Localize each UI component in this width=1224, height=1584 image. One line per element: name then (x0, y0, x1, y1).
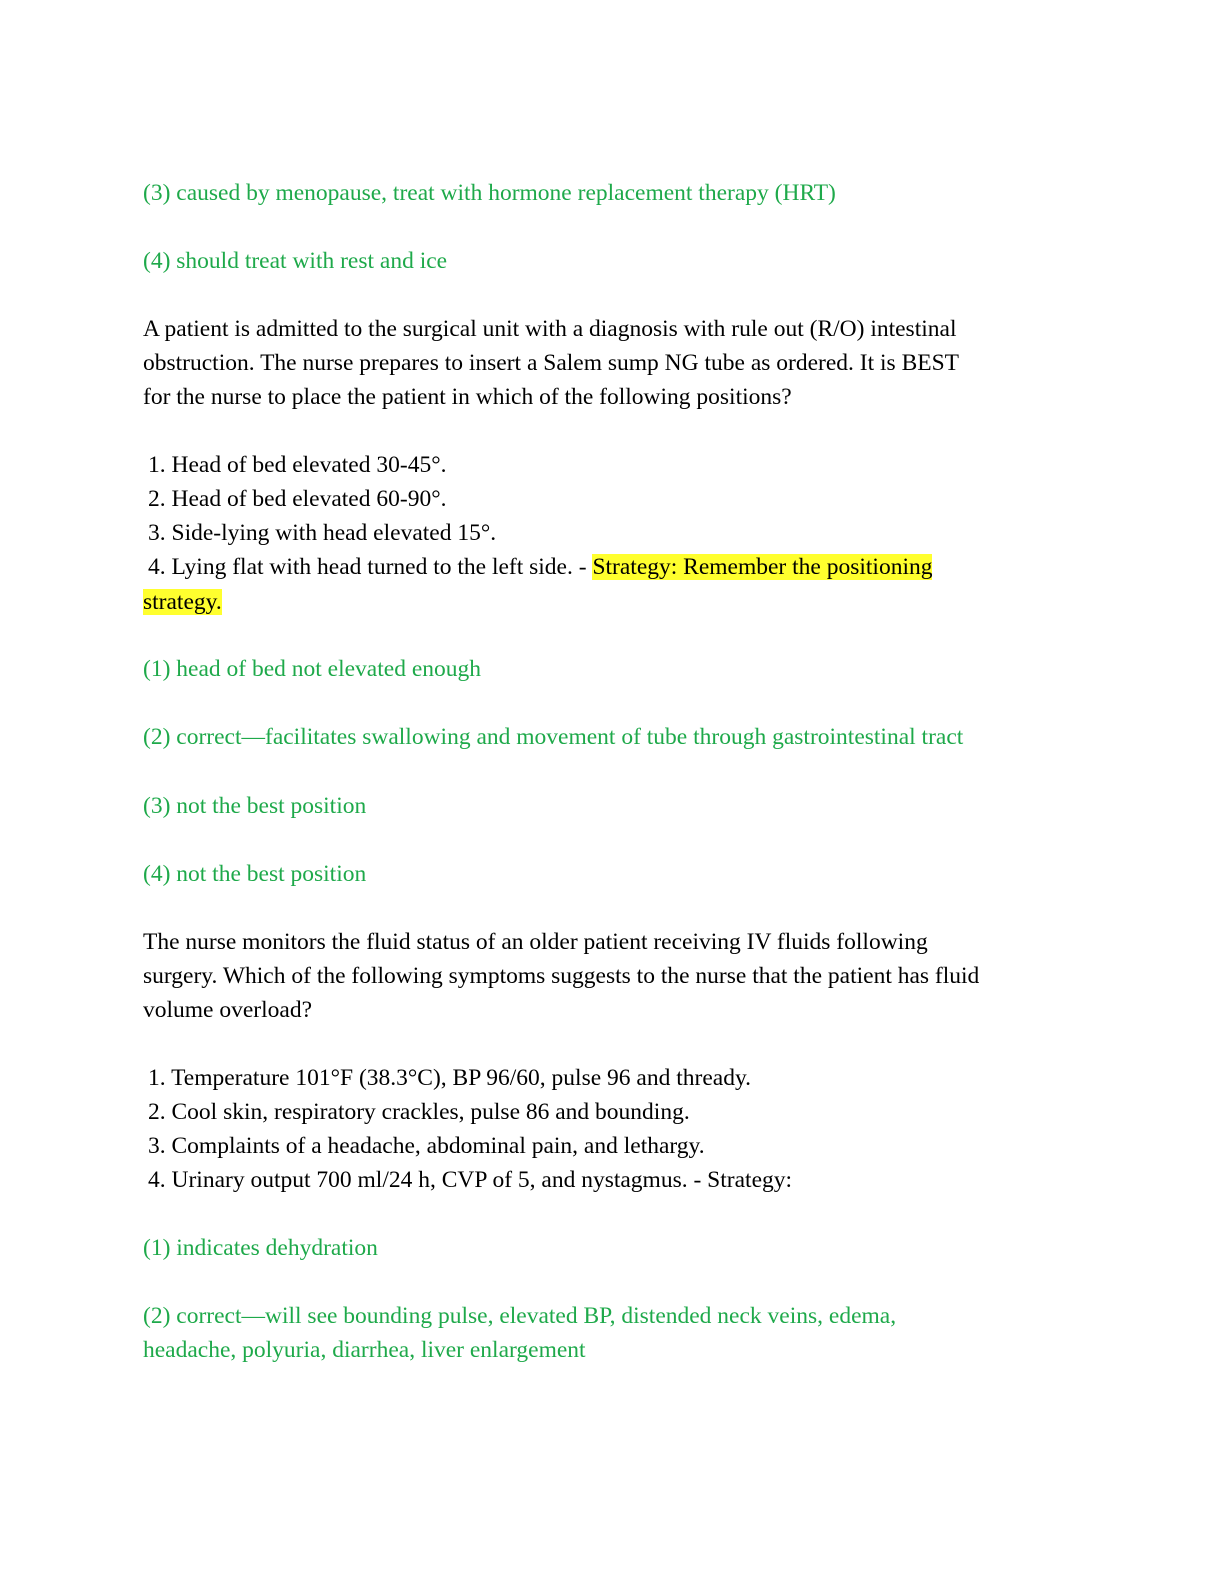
question-1-option-2: 2. Head of bed elevated 60-90°. (148, 486, 447, 512)
question-1-option-3: 3. Side-lying with head elevated 15°. (148, 520, 497, 546)
question-2-stem-line-3: volume overload? (143, 997, 313, 1023)
strategy-highlight-2: strategy. (143, 589, 222, 615)
question-1-option-1: 1. Head of bed elevated 30-45°. (148, 452, 447, 478)
question-1-stem-line-2: obstruction. The nurse prepares to insert a Salem sump NG tube as ordered. It is BEST (143, 350, 960, 376)
question-1-option-4 (148, 550, 932, 584)
question-2-stem-line-1: The nurse monitors the fluid status of an older patient receiving IV fluids following (143, 929, 928, 955)
question-1-rationale-1: (1) head of bed not elevated enough (143, 656, 482, 682)
question-2-stem-line-2: surgery. Which of the following symptoms suggests to the nurse that the patient has fluid (143, 963, 980, 989)
question-2-option-1: 1. Temperature 101°F (38.3°C), BP 96/60, pulse 96 and thready. (148, 1065, 752, 1091)
question-2-rationale-1: (1) indicates dehydration (143, 1235, 378, 1261)
strategy-highlight-1: Strategy: Remember the positioning (592, 554, 933, 580)
question-2-option-3: 3. Complaints of a headache, abdominal pain, and lethargy. (148, 1133, 705, 1159)
question-1-stem-line-1: A patient is admitted to the surgical unit with a diagnosis with rule out (R/O) intestinal (143, 316, 957, 342)
question-1-rationale-3: (3) not the best position (143, 793, 367, 819)
question-1-rationale-4: (4) not the best position (143, 861, 367, 887)
question-1-option-4-text: 4. Lying flat with head turned to the left side. - (148, 554, 593, 580)
rationale-4: (4) should treat with rest and ice (143, 248, 448, 274)
question-2-option-2: 2. Cool skin, respiratory crackles, pulse 86 and bounding. (148, 1099, 690, 1125)
question-1-rationale-2: (2) correct—facilitates swallowing and movement of tube through gastrointestinal tract (143, 724, 964, 750)
question-2-option-4: 4. Urinary output 700 ml/24 h, CVP of 5, and nystagmus. - Strategy: (148, 1167, 793, 1193)
question-1-stem-line-3: for the nurse to place the patient in which of the following positions? (143, 384, 792, 410)
question-2-rationale-2-line-1: (2) correct—will see bounding pulse, elevated BP, distended neck veins, edema, (143, 1303, 897, 1329)
question-2-rationale-2-line-2: headache, polyuria, diarrhea, liver enlargement (143, 1337, 586, 1363)
rationale-3: (3) caused by menopause, treat with hormone replacement therapy (HRT) (143, 180, 836, 206)
strategy-highlight-2-line (143, 585, 222, 619)
